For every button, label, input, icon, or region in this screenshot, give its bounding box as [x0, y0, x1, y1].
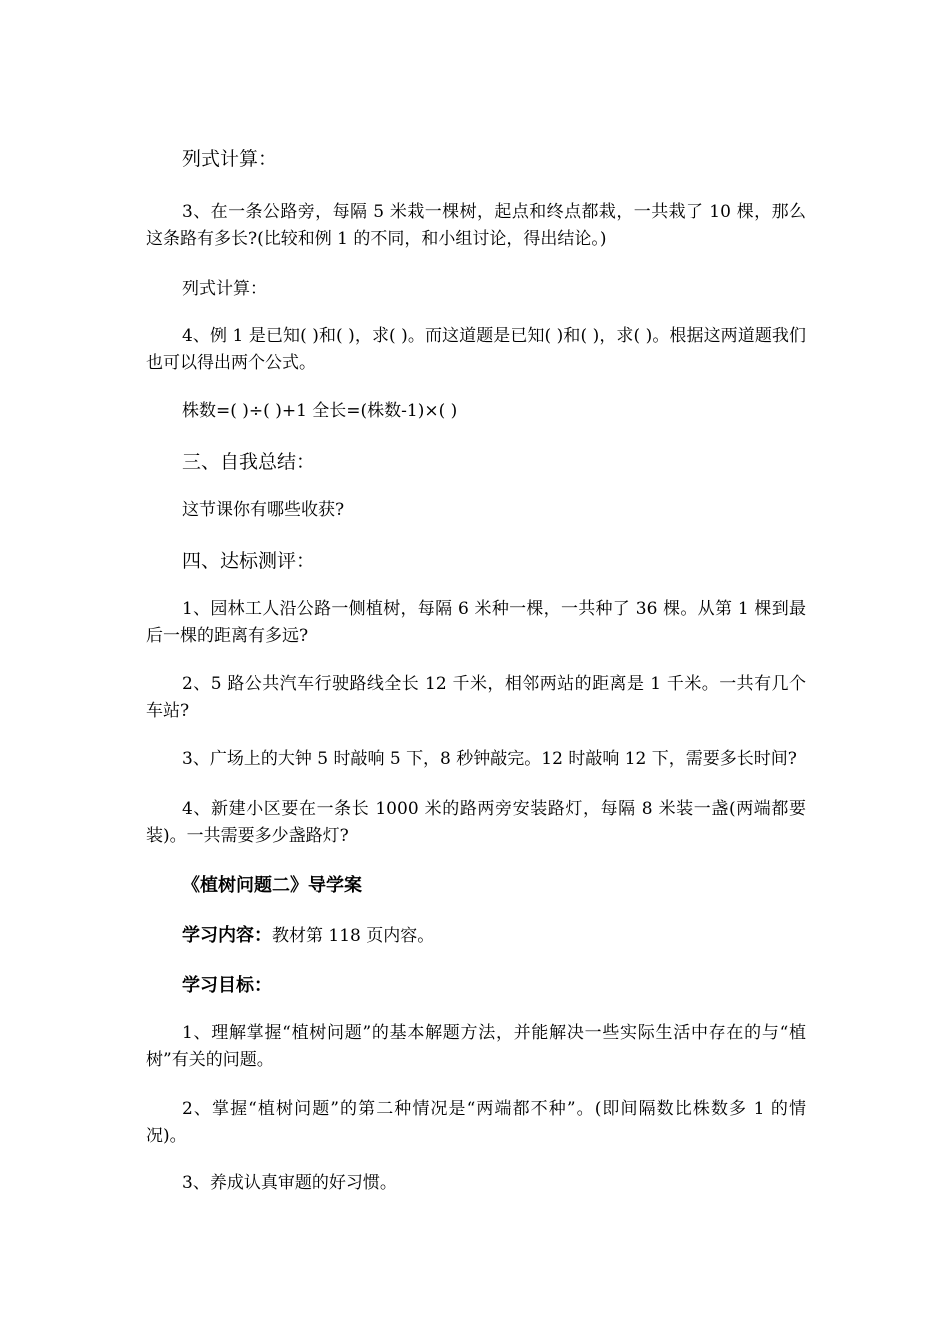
- learning-goal-1: 1、理解掌握“植树问题”的基本解题方法，并能解决一些实际生活中存在的与“植树”有关的问题。: [146, 1023, 806, 1070]
- assessment-question-3: 3、广场上的大钟 5 时敲响 5 下，8 秒钟敲完。12 时敲响 12 下，需要多长时间?: [182, 749, 797, 769]
- learning-content: [146, 922, 806, 950]
- question-3: 3、在一条公路旁，每隔 5 米栽一棵树，起点和终点都栽，一共栽了 10 棵，那么这条路有多长?(比较和例 1 的不同，和小组讨论，得出结论。): [146, 202, 806, 249]
- summary-question: 这节课你有哪些收获?: [182, 500, 345, 520]
- learning-goal-3: 3、养成认真审题的好习惯。: [182, 1173, 397, 1193]
- learning-goals-heading: 学习目标：: [182, 975, 272, 996]
- formula-line: 株数=( )÷( )+1 全长=(株数-1)×( ): [182, 401, 458, 421]
- question-4: 4、例 1 是已知( )和( )，求( )。而这道题是已知( )和( )，求( )。根据这两道题我们也可以得出两个公式。: [146, 326, 806, 373]
- learning-goal-2: 2、掌握“植树问题”的第二种情况是“两端都不种”。(即间隔数比株数多 1 的情况)。: [146, 1099, 806, 1146]
- learning-content-text: 教材第 118 页内容。: [272, 926, 435, 946]
- section-self-summary: 三、自我总结：: [182, 451, 316, 473]
- learning-content-label: 学习内容：: [182, 925, 272, 946]
- assessment-question-1: 1、园林工人沿公路一侧植树，每隔 6 米种一棵，一共种了 36 棵。从第 1 棵到最后一棵的距离有多远?: [146, 599, 806, 646]
- assessment-question-2: 2、5 路公共汽车行驶路线全长 12 千米，相邻两站的距离是 1 千米。一共有几个车站?: [146, 674, 806, 721]
- lesson-title: 《植树问题二》导学案: [182, 875, 362, 896]
- assessment-question-4: 4、新建小区要在一条长 1000 米的路两旁安装路灯，每隔 8 米装一盏(两端都要装)。一共需要多少盏路灯?: [146, 799, 806, 846]
- formula-calc-label-1: 列式计算：: [182, 148, 278, 170]
- formula-calc-label-2: 列式计算：: [182, 279, 267, 299]
- section-assessment: 四、达标测评：: [182, 550, 316, 572]
